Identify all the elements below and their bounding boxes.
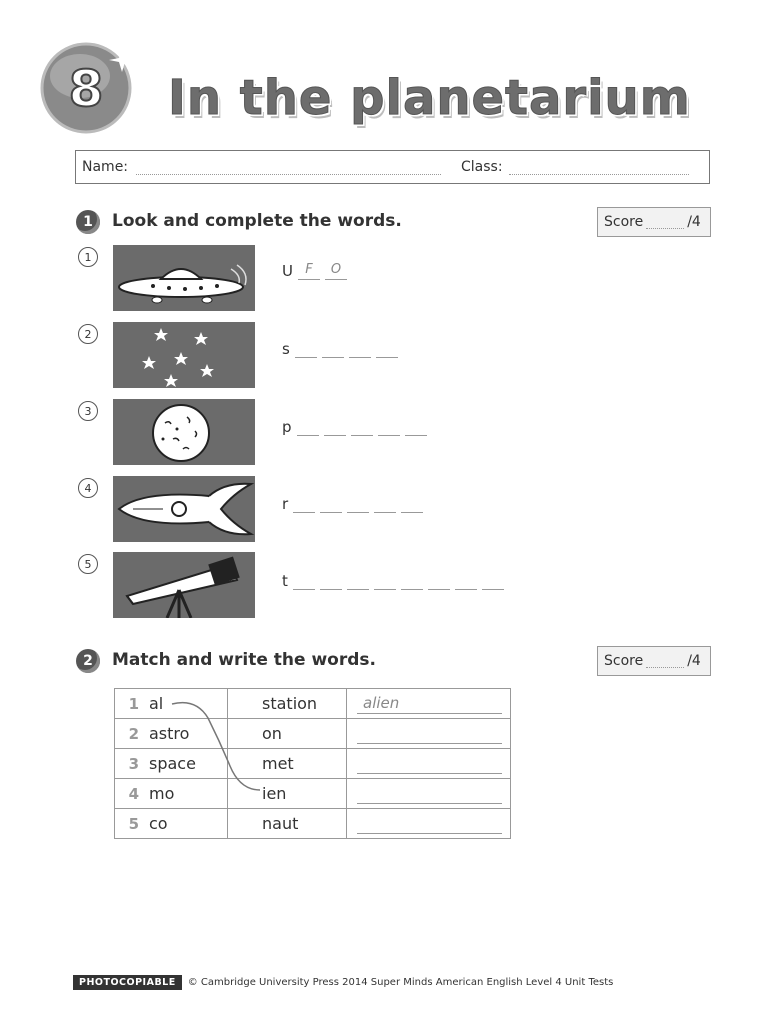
word-part-left[interactable]: space (149, 754, 196, 773)
word-2 (282, 340, 398, 358)
score-total: /4 (687, 653, 701, 669)
photocopiable-badge: PHOTOCOPIABLE (73, 975, 182, 990)
letter-blank[interactable] (295, 341, 317, 358)
row-number: 4 (128, 785, 139, 803)
example-match-line (168, 696, 268, 800)
word-5 (282, 572, 504, 590)
letter-blank[interactable] (374, 573, 396, 590)
letter-blank[interactable] (324, 419, 346, 436)
word-part-right[interactable]: naut (262, 814, 299, 833)
answer-field[interactable] (357, 784, 502, 804)
planet-picture (113, 399, 255, 465)
first-letter: r (282, 495, 289, 513)
exercise-2-instruction: Match and write the words. (112, 650, 376, 670)
letter-blank[interactable] (347, 573, 369, 590)
ufo-picture (113, 245, 255, 311)
letter-blank[interactable] (482, 573, 504, 590)
word-part-right[interactable]: station (262, 694, 318, 713)
letter-blank[interactable] (428, 573, 450, 590)
rocket-picture (113, 476, 255, 542)
class-label: Class: (461, 159, 503, 175)
table-row (115, 809, 511, 839)
letter-blank[interactable] (293, 496, 315, 513)
answer-field[interactable] (357, 754, 502, 774)
letter-blank[interactable] (405, 419, 427, 436)
page-title: In the planetarium (168, 70, 691, 126)
letter-blank[interactable] (349, 341, 371, 358)
name-label: Name: (82, 159, 129, 175)
row-number: 1 (128, 695, 139, 713)
first-letter: s (282, 340, 290, 358)
first-letter: p (282, 418, 292, 436)
word-1 (282, 262, 347, 280)
first-letter: U (282, 262, 293, 280)
letter-blank[interactable] (374, 496, 396, 513)
exercise-1-instruction: Look and complete the words. (112, 211, 402, 231)
footer (73, 975, 613, 990)
letter-blank[interactable]: O (325, 263, 347, 280)
word-3 (282, 418, 427, 436)
letter-blank[interactable] (378, 419, 400, 436)
word-part-right[interactable]: ien (262, 784, 287, 803)
letter-blank[interactable] (347, 496, 369, 513)
unit-number: 8 (68, 60, 104, 118)
letter-blank[interactable] (401, 496, 423, 513)
copyright-text: © Cambridge University Press 2014 Super Minds American English Level 4 Unit Tests (187, 977, 614, 988)
word-part-left[interactable]: astro (149, 724, 190, 743)
score-total: /4 (687, 214, 701, 230)
name-field[interactable] (136, 173, 441, 175)
letter-blank[interactable]: F (298, 263, 320, 280)
letter-blank[interactable] (322, 341, 344, 358)
word-part-left[interactable]: co (149, 814, 168, 833)
item-number: 5 (78, 554, 98, 574)
row-number: 3 (128, 755, 139, 773)
score-field[interactable] (646, 655, 684, 668)
word-part-left[interactable]: mo (149, 784, 175, 803)
letter-blank[interactable] (401, 573, 423, 590)
score-field[interactable] (646, 216, 684, 229)
letter-blank[interactable] (376, 341, 398, 358)
exercise-1-number: 1 (76, 210, 100, 234)
first-letter: t (282, 572, 288, 590)
exercise-2-number: 2 (76, 649, 100, 673)
stars-picture (113, 322, 255, 388)
answer-field[interactable] (357, 724, 502, 744)
word-part-right[interactable]: met (262, 754, 294, 773)
letter-blank[interactable] (455, 573, 477, 590)
word-4 (282, 495, 423, 513)
exercise-1-score (597, 207, 711, 237)
answer-field[interactable]: alien (357, 694, 502, 714)
telescope-picture (113, 552, 255, 618)
item-number: 1 (78, 247, 98, 267)
unit-number-badge (40, 40, 136, 136)
score-label: Score (604, 214, 644, 230)
word-part-right[interactable]: on (262, 724, 282, 743)
letter-blank[interactable] (297, 419, 319, 436)
score-label: Score (604, 653, 644, 669)
letter-blank[interactable] (293, 573, 315, 590)
word-part-left[interactable]: al (149, 694, 164, 713)
letter-blank[interactable] (320, 496, 342, 513)
row-number: 2 (128, 725, 139, 743)
item-number: 3 (78, 401, 98, 421)
row-number: 5 (128, 815, 139, 833)
item-number: 4 (78, 478, 98, 498)
class-field[interactable] (509, 173, 689, 175)
name-class-box (75, 150, 710, 184)
exercise-2-score (597, 646, 711, 676)
answer-field[interactable] (357, 814, 502, 834)
letter-blank[interactable] (320, 573, 342, 590)
letter-blank[interactable] (351, 419, 373, 436)
item-number: 2 (78, 324, 98, 344)
